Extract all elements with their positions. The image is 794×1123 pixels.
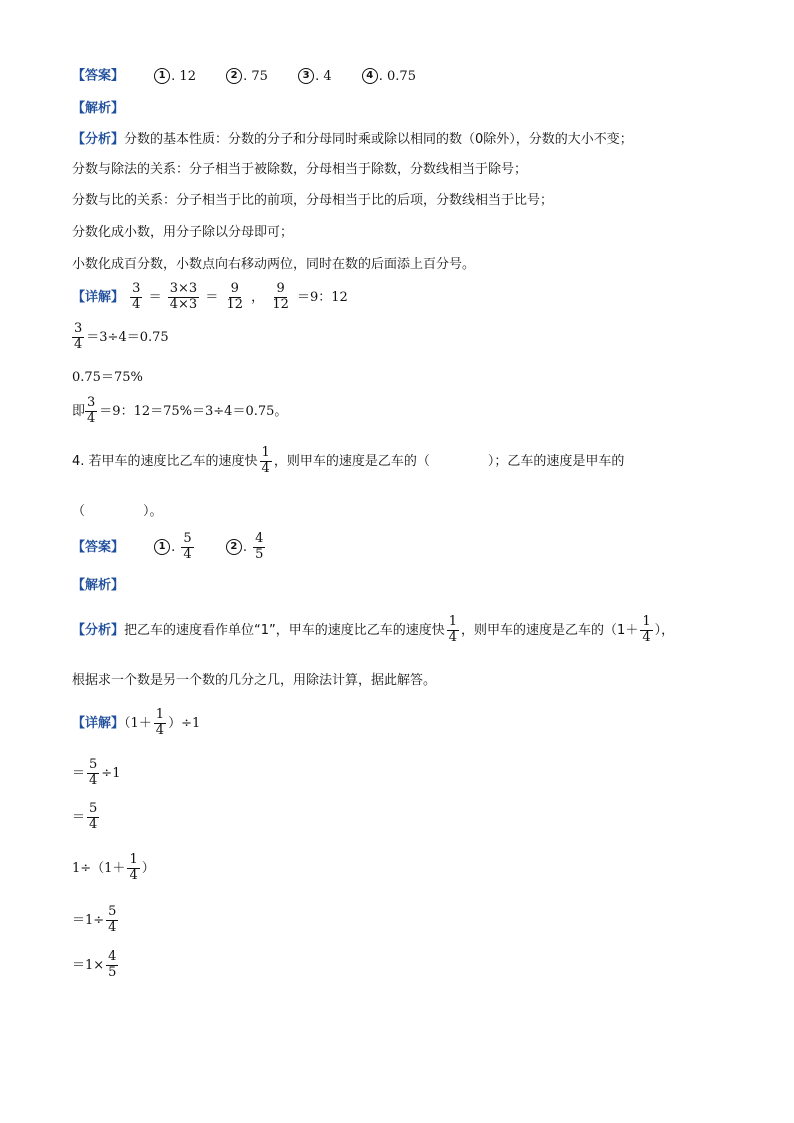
fraction: $\frac{9}{12}$ [272, 281, 289, 312]
detail-line-1: 【详解】 $\frac{3}{4}$ ＝ $\frac{3\times 3}{4\times 3}$ ＝ $\frac{9}{12}$ ， $\frac{9}{12}$ ＝9：12 [72, 281, 348, 312]
answer-item-4: 4 . 0.75 [362, 69, 416, 84]
analysis2-line-1: 【分析】把乙车的速度看作单位“1”，甲车的速度比乙车的速度快 $\frac{1}{4}$ ，则甲车的速度是乙车的（1＋ $\frac{1}{4}$ ）， [72, 614, 675, 645]
fraction: $\frac{3}{4}$ [132, 281, 141, 312]
answer-tag: 【答案】 [72, 68, 125, 84]
question-4-line-2: （ ）。 [72, 504, 163, 519]
fraction: $\frac{3}{4}$ [87, 395, 96, 426]
circled-number-icon: 2 [226, 539, 242, 555]
answer-item-2: 2 . $\frac{4}{5}$ [226, 540, 268, 555]
fraction: $\frac{1}{4}$ [155, 707, 165, 738]
fraction: $\frac{1}{4}$ [129, 852, 138, 883]
analysis-heading-2: 【解析】 [72, 578, 125, 593]
circled-number-icon: 2 [226, 68, 242, 84]
detail2-line-6: ＝1× $\frac{4}{5}$ [72, 949, 117, 980]
fraction: $\frac{3}{4}$ [74, 321, 83, 352]
answer-line-2 [72, 532, 267, 563]
circled-number-icon: 1 [154, 539, 170, 555]
detail2-line-1: 【详解】（1＋ $\frac{1}{4}$ ）÷1 [72, 707, 201, 738]
fraction: $\frac{1}{4}$ [448, 614, 458, 645]
fraction: $\frac{3\times 3}{4\times 3}$ [169, 281, 198, 312]
analysis-line-3: 分数与比的关系：分子相当于比的前项，分母相当于比的后项，分数线相当于比号； [72, 193, 554, 208]
answer-item-1: 1 . 12 [154, 69, 196, 84]
fraction: $\frac{5}{4}$ [89, 801, 98, 832]
fraction: $\frac{4}{5}$ [108, 949, 117, 980]
circled-number-icon: 1 [154, 68, 170, 84]
answer-line-1 [72, 68, 416, 84]
detail-line-2: $\frac{3}{4}$ ＝3÷4＝0.75 [74, 321, 169, 352]
answer-tag: 【答案】 [72, 539, 125, 555]
fraction: $\frac{5}{4}$ [89, 757, 98, 788]
analysis2-line-2: 根据求一个数是另一个数的几分之几，用除法计算，据此解答。 [72, 673, 437, 688]
fraction: $\frac{5}{4}$ [183, 531, 192, 562]
fraction: $\frac{9}{12}$ [226, 281, 244, 312]
detail2-line-3: ＝ $\frac{5}{4}$ [72, 801, 98, 832]
answer-item-1: 1 . $\frac{5}{4}$ [154, 540, 196, 555]
detail2-line-5: ＝1÷ $\frac{5}{4}$ [72, 904, 117, 935]
analysis-line-4: 分数化成小数，用分子除以分母即可； [72, 225, 294, 240]
fraction: $\frac{1}{4}$ [261, 445, 270, 476]
analysis-line-1: 【分析】分数的基本性质：分数的分子和分母同时乘或除以相同的数（0除外），分数的大小不变； [72, 132, 633, 147]
answer-item-2: 2 . 75 [226, 69, 268, 84]
answer-item-3: 3 . 4 [298, 69, 332, 84]
detail-line-4: 即 $\frac{3}{4}$ ＝9：12＝75%＝3÷4＝0.75。 [72, 395, 288, 426]
fraction: $\frac{1}{4}$ [642, 614, 651, 645]
detail-line-3: 0.75＝75% [72, 370, 143, 385]
circled-number-icon: 3 [298, 68, 314, 84]
analysis-heading-1: 【解析】 [72, 101, 125, 116]
fraction: $\frac{5}{4}$ [108, 904, 117, 935]
question-4: 4. 若甲车的速度比乙车的速度快 $\frac{1}{4}$ ，则甲车的速度是乙车的（ ）；乙车的速度是甲车的 [72, 445, 625, 476]
circled-number-icon: 4 [362, 68, 378, 84]
fraction: $\frac{4}{5}$ [255, 531, 264, 562]
analysis-line-5: 小数化成百分数，小数点向右移动两位，同时在数的后面添上百分号。 [72, 257, 476, 272]
detail2-line-2: ＝ $\frac{5}{4}$ ÷1 [72, 757, 121, 788]
analysis-line-2: 分数与除法的关系：分子相当于被除数，分母相当于除数，分数线相当于除号； [72, 162, 528, 177]
detail2-line-4: 1÷（1＋ $\frac{1}{4}$ ） [72, 852, 155, 883]
